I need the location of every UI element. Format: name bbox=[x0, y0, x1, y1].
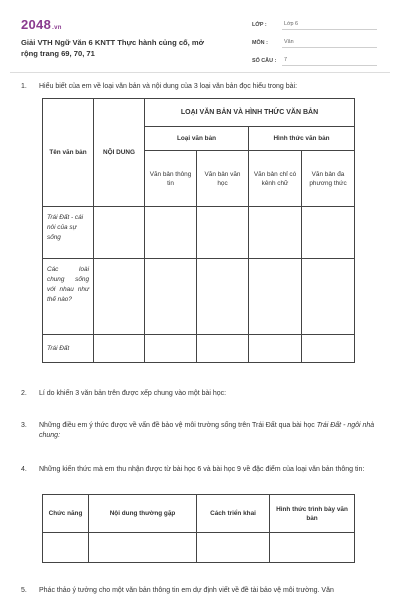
meta-panel bbox=[252, 16, 377, 70]
sub-header-form: Hình thức văn bản bbox=[249, 127, 355, 151]
leaf-header: Văn bản thông tin bbox=[145, 151, 197, 207]
empty-cell[interactable] bbox=[249, 335, 302, 363]
meta-value: Lớp 6 bbox=[282, 21, 377, 30]
empty-cell[interactable] bbox=[249, 207, 302, 259]
empty-cell[interactable] bbox=[94, 207, 145, 259]
empty-cell[interactable] bbox=[302, 207, 355, 259]
group-header: LOẠI VĂN BẢN VÀ HÌNH THỨC VĂN BẢN bbox=[145, 99, 355, 127]
question-text: Hiểu biết của em về loại văn bản và nội dung của 3 loại văn bản đọc hiểu trong bài: bbox=[39, 83, 298, 90]
row-title: Trái Đất - cái nôi của sự sống bbox=[43, 207, 94, 259]
empty-cell[interactable] bbox=[43, 533, 89, 563]
question-5 bbox=[21, 586, 334, 596]
empty-cell[interactable] bbox=[94, 259, 145, 335]
empty-cell[interactable] bbox=[94, 335, 145, 363]
meta-row-count bbox=[252, 52, 377, 66]
col-header-function: Chức năng bbox=[43, 495, 89, 533]
empty-cell[interactable] bbox=[270, 533, 355, 563]
meta-value: 7 bbox=[282, 57, 377, 66]
row-title: Trái Đất bbox=[43, 335, 94, 363]
question-number: 1. bbox=[21, 83, 27, 90]
header-divider bbox=[10, 72, 390, 73]
table-row bbox=[43, 207, 355, 259]
info-text-table bbox=[42, 494, 355, 563]
empty-cell[interactable] bbox=[145, 335, 197, 363]
empty-cell[interactable] bbox=[145, 207, 197, 259]
leaf-header: Văn bản đa phương thức bbox=[302, 151, 355, 207]
leaf-header: Văn bản văn học bbox=[197, 151, 249, 207]
logo-suffix: .vn bbox=[52, 25, 62, 31]
question-number: 3. bbox=[21, 422, 27, 429]
question-number: 5. bbox=[21, 587, 27, 594]
text-type-table bbox=[42, 98, 355, 363]
empty-cell[interactable] bbox=[89, 533, 197, 563]
col-header-title: Tên văn bản bbox=[43, 99, 94, 207]
empty-cell[interactable] bbox=[197, 335, 249, 363]
table-row bbox=[43, 335, 355, 363]
question-number: 2. bbox=[21, 390, 27, 397]
question-text: Phác thảo ý tưởng cho một văn bản thông tin em dự định viết về đề tài bảo vệ môi trường. Văn bbox=[39, 587, 334, 594]
table-row bbox=[43, 533, 355, 563]
question-text bbox=[39, 421, 379, 441]
question-text-italic: Trái Đất - ngôi nhà chung: bbox=[39, 422, 375, 439]
question-text: Lí do khiến 3 văn bản trên được xếp chung vào một bài học: bbox=[39, 390, 227, 397]
empty-cell[interactable] bbox=[249, 259, 302, 335]
col-header-content: Nội dung thường gặp bbox=[89, 495, 197, 533]
meta-row-subject bbox=[252, 34, 377, 48]
meta-row-class bbox=[252, 16, 377, 30]
site-logo bbox=[21, 17, 62, 32]
logo-text: 2048 bbox=[21, 17, 52, 32]
col-header-method: Cách triển khai bbox=[197, 495, 270, 533]
question-1 bbox=[21, 82, 298, 92]
sub-header-type: Loại văn bản bbox=[145, 127, 249, 151]
document-title: Giải VTH Ngữ Văn 6 KNTT Thực hành củng cố, mở rộng trang 69, 70, 71 bbox=[21, 38, 205, 58]
empty-cell[interactable] bbox=[197, 259, 249, 335]
col-header-format: Hình thức trình bày văn bản bbox=[270, 495, 355, 533]
col-header-content: NỘI DUNG bbox=[94, 99, 145, 207]
meta-label: SỐ CÂU : bbox=[252, 58, 277, 64]
empty-cell[interactable] bbox=[302, 259, 355, 335]
meta-label: LỚP : bbox=[252, 22, 267, 28]
empty-cell[interactable] bbox=[145, 259, 197, 335]
empty-cell[interactable] bbox=[197, 207, 249, 259]
question-number: 4. bbox=[21, 466, 27, 473]
leaf-header: Văn bản chỉ có kênh chữ bbox=[249, 151, 302, 207]
row-title: Các loài chung sống với nhau như thế nào? bbox=[43, 259, 94, 335]
empty-cell[interactable] bbox=[302, 335, 355, 363]
question-4 bbox=[21, 465, 365, 475]
question-text: Những kiến thức mà em thu nhận được từ bài học 6 và bài học 9 về đặc điểm của loại văn bản thông tin: bbox=[39, 466, 365, 473]
meta-value: Văn bbox=[282, 39, 377, 48]
question-text-main: Những điều em ý thức được về vấn đề bảo vệ môi trường sống trên Trái Đất qua bài học bbox=[39, 422, 315, 429]
question-2 bbox=[21, 389, 227, 399]
meta-label: MÔN : bbox=[252, 40, 268, 46]
empty-cell[interactable] bbox=[197, 533, 270, 563]
question-3 bbox=[21, 421, 375, 439]
table-row bbox=[43, 259, 355, 335]
